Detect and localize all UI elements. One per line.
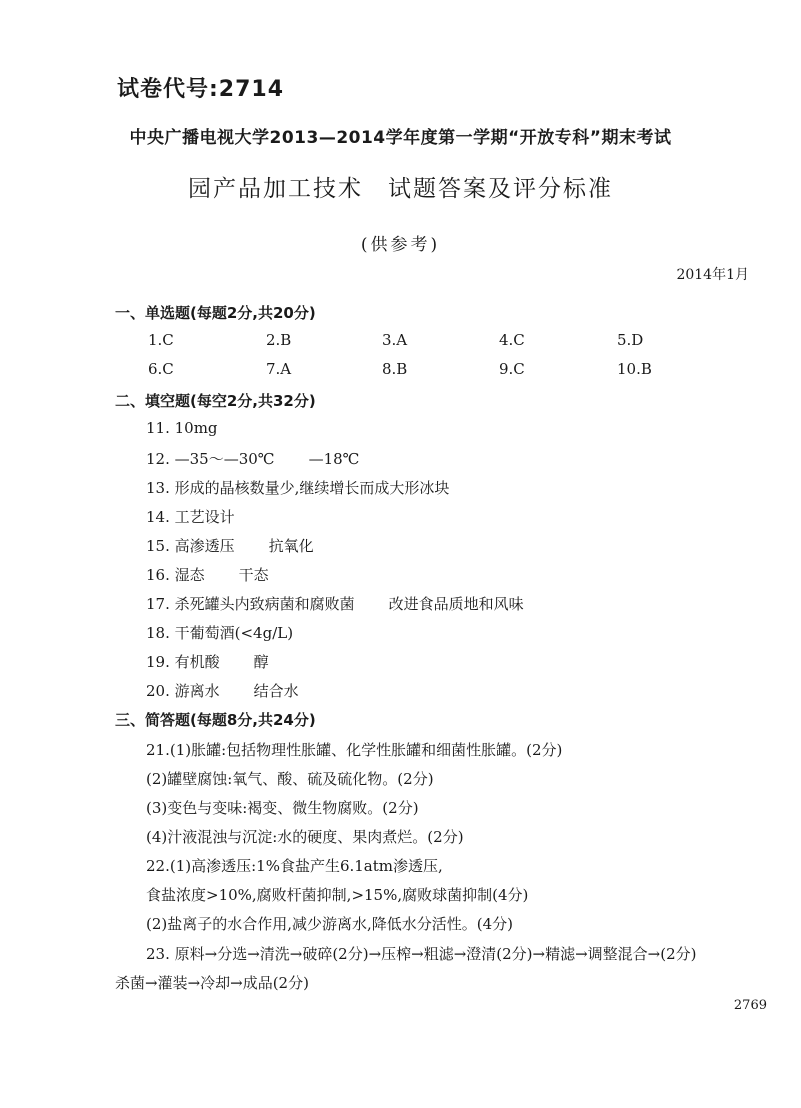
exam-code: 试卷代号:2714 — [117, 77, 285, 102]
fill-item-16 — [146, 564, 269, 585]
exam-header: 中央广播电视大学2013—2014学年度第一学期“开放专科”期末考试 — [129, 128, 672, 148]
fill-answer: 17. 杀死罐头内致病菌和腐败菌 — [146, 595, 355, 613]
answer-line: 21.(1)胀罐:包括物理性胀罐、化学性胀罐和细菌性胀罐。(2分) — [146, 741, 563, 759]
answer-item: 10.B — [617, 360, 652, 378]
section-2-heading: 二、填空题(每空2分,共32分) — [115, 392, 316, 410]
section-3-heading: 三、简答题(每题8分,共24分) — [115, 711, 316, 729]
page-number: 2769 — [733, 998, 767, 1013]
answer-item: 6.C — [148, 360, 174, 378]
section-1-heading: 一、单选题(每题2分,共20分) — [115, 304, 316, 322]
fill-answer: 19. 有机酸 — [146, 653, 220, 671]
answer-line: 22.(1)高渗透压:1%食盐产生6.1atm渗透压, — [146, 857, 443, 875]
fill-item-20 — [146, 680, 299, 701]
document-subtitle: (供参考) — [360, 235, 441, 255]
answer-item: 5.D — [617, 331, 644, 349]
fill-item-17 — [146, 593, 524, 614]
fill-answer: 12. —35～—30℃ — [146, 450, 275, 468]
answer-item: 9.C — [499, 360, 525, 378]
fill-answer: 13. 形成的晶核数量少,继续增长而成大形冰块 — [146, 479, 450, 497]
fill-answer-2: 结合水 — [253, 682, 299, 700]
fill-answer-2: —18℃ — [308, 450, 360, 468]
answer-item: 2.B — [266, 331, 292, 349]
answer-line: (2)罐壁腐蚀:氧气、酸、硫及硫化物。(2分) — [146, 770, 434, 788]
fill-answer: 15. 高渗透压 — [146, 537, 235, 555]
answer-line: 23. 原料→分选→清洗→破碎(2分)→压榨→粗滤→澄清(2分)→精滤→调整混合→(2分) — [146, 945, 697, 963]
fill-item-11 — [146, 419, 218, 437]
fill-answer: 14. 工艺设计 — [146, 508, 235, 526]
answer-item: 7.A — [266, 360, 292, 378]
answer-item: 4.C — [499, 331, 525, 349]
answer-line: (2)盐离子的水合作用,减少游离水,降低水分活性。(4分) — [146, 915, 514, 933]
fill-answer: 18. 干葡萄酒(<4g/L) — [146, 624, 294, 642]
fill-answer-2: 改进食品质地和风味 — [388, 595, 524, 613]
fill-answer-2: 抗氧化 — [268, 537, 314, 555]
fill-item-12 — [146, 448, 359, 469]
fill-item-15 — [146, 535, 314, 556]
answer-line: (3)变色与变味:褐变、微生物腐败。(2分) — [146, 799, 419, 817]
answer-line-continuation: 杀菌→灌装→冷却→成品(2分) — [115, 974, 309, 992]
answer-line: 食盐浓度>10%,腐败杆菌抑制,>15%,腐败球菌抑制(4分) — [146, 886, 529, 904]
answer-item: 8.B — [382, 360, 408, 378]
fill-answer: 20. 游离水 — [146, 682, 220, 700]
fill-item-14 — [146, 506, 235, 527]
fill-answer-2: 醇 — [253, 653, 269, 671]
answer-item: 3.A — [382, 331, 408, 349]
document-date: 2014年1月 — [676, 267, 749, 283]
fill-item-18 — [146, 622, 293, 643]
fill-answer: 11. 10mg — [146, 419, 218, 437]
answer-line: (4)汁液混浊与沉淀:水的硬度、果肉煮烂。(2分) — [146, 828, 464, 846]
fill-answer: 16. 湿态 — [146, 566, 205, 584]
fill-item-13 — [146, 477, 449, 498]
fill-answer-2: 干态 — [238, 566, 269, 584]
document-title: 园产品加工技术 试题答案及评分标准 — [188, 176, 613, 202]
fill-item-19 — [146, 651, 269, 672]
answer-item: 1.C — [148, 331, 174, 349]
